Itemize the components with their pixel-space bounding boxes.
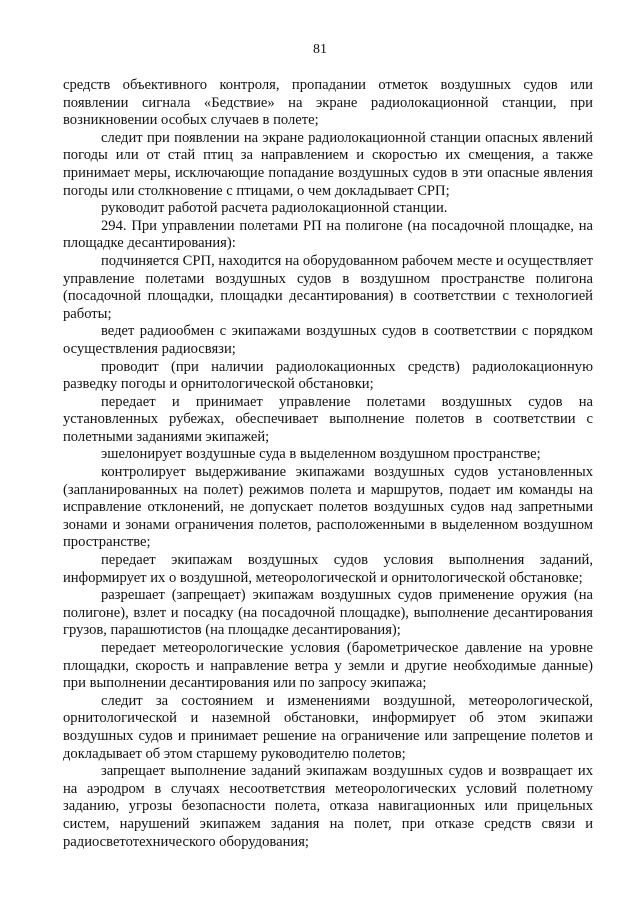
paragraph: контролирует выдерживание экипажами воздушных судов установленных (запланированных на полет) режимов полета и маршрутов, подает им команды на исправление отклонений, не допускает полетов воздушных судов над запретными зонами и зонами ограничения полетов, расположенными в выделенном воздушном пространстве; [63,464,593,551]
paragraph: проводит (при наличии радиолокационных средств) радиолокационную разведку погоды и орнитологической обстановки; [63,358,593,393]
paragraph: подчиняется СРП, находится на оборудованном рабочем месте и осуществляет управление полетами воздушных судов в воздушном пространстве полигона (посадочной площадки, площадки десантирования) в соответствии с технологией работы; [63,252,593,322]
paragraph: следит при появлении на экране радиолокационной станции опасных явлений погоды или от стай птиц за направлением и скоростью их смещения, а также принимает меры, исключающие попадание воздушных судов в эти опасные явления погоды или столкновение с птицами, о чем докладывает СРП; [63,129,593,199]
paragraph: следит за состоянием и изменениями воздушной, метеорологической, орнитологической и наземной обстановки, информирует об этом экипажи воздушных судов и принимает решение на ограничение или запрещение полетов и докладывает об этом старшему руководителю полетов; [63,692,593,762]
paragraph: разрешает (запрещает) экипажам воздушных судов применение оружия (на полигоне), взлет и посадку (на посадочной площадке), выполнение десантирования грузов, парашютистов (на площадке десантирования); [63,587,593,639]
paragraph: запрещает выполнение заданий экипажам воздушных судов и возвращает их на аэродром в случаях несоответствия метеорологических условий полетному заданию, угрозы безопасности полета, отказа навигационных или прицельных систем, нарушений экипажем задания на полет, при отказе средств связи и радиосветотехнического оборудования; [63,763,593,850]
paragraph: ведет радиообмен с экипажами воздушных судов в соответствии с порядком осуществления радиосвязи; [63,323,593,357]
paragraph: передает метеорологические условия (барометрическое давление на уровне площадки, скорость и направление ветра у земли и другие необходимые данные) при выполнении десантирования или по запросу экипажа; [63,640,593,692]
paragraph: руководит работой расчета радиолокационной станции. [101,200,448,217]
paragraph: передает и принимает управление полетами воздушных судов на установленных рубежах, обеспечивает выполнение полетов в соответствии с полетными заданиями экипажей; [63,393,593,445]
paragraph: 294. При управлении полетами РП на полигоне (на посадочной площадке, на площадке десантирования): [63,217,593,252]
paragraph: эшелонирует воздушные суда в выделенном воздушном пространстве; [101,446,541,463]
document-body [63,77,593,851]
page-number: 81 [313,42,327,57]
paragraph: средств объективного контроля, пропадании отметок воздушных судов или появлении сигнала «Бедствие» на экране радиолокационной станции, при возникновении особых случаев в полете; [63,77,593,129]
paragraph: передает экипажам воздушных судов условия выполнения заданий, информирует их о воздушной, метеорологической и орнитологической обстановке; [63,552,593,586]
